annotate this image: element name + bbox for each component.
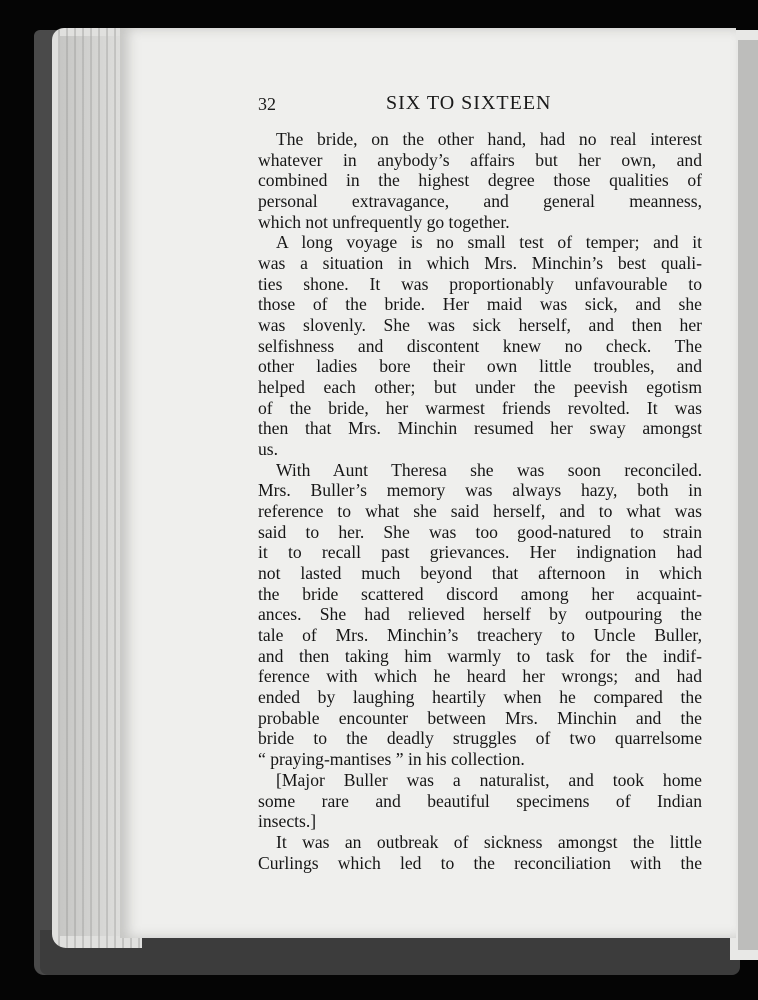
page-number: 32 (258, 94, 276, 114)
text-line: was a situation in which Mrs. Minchin’s best quali- (258, 253, 702, 274)
page-body-text (258, 129, 702, 873)
right-page-stack-shadow (738, 40, 758, 950)
text-line: it to recall past grievances. Her indignation had (258, 542, 702, 563)
text-line: not lasted much beyond that afternoon in which (258, 563, 702, 584)
text-line: probable encounter between Mrs. Minchin and the (258, 707, 702, 728)
text-line: and then taking him warmly to task for the indif- (258, 645, 702, 666)
text-line: the bride scattered discord among her acquaint- (258, 583, 702, 604)
text-line: whatever in anybody’s affairs but her own, and (258, 149, 702, 170)
text-line: bride to the deadly struggles of two quarrelsome (258, 728, 702, 749)
text-line: us. (258, 439, 279, 460)
text-line: personal extravagance, and general meanness, (258, 191, 702, 212)
text-line: Curlings which led to the reconciliation with the (258, 852, 702, 873)
text-line: those of the bride. Her maid was sick, and she (258, 294, 702, 315)
text-line: Mrs. Buller’s memory was always hazy, both in (258, 480, 702, 501)
text-line: was slovenly. She was sick herself, and then her (258, 315, 702, 336)
text-line: insects.] (258, 811, 317, 832)
text-line: With Aunt Theresa she was soon reconciled. (276, 459, 702, 480)
text-line: ference with which he heard her wrongs; and had (258, 666, 702, 687)
text-line: ended by laughing heartily when he compared the (258, 687, 702, 708)
text-line: [Major Buller was a naturalist, and took home (276, 769, 702, 790)
text-line: combined in the highest degree those qualities of (258, 170, 702, 191)
text-line: A long voyage is no small test of temper; and it (276, 232, 702, 253)
text-line: The bride, on the other hand, had no real interest (276, 129, 702, 149)
text-line: reference to what she said herself, and to what was (258, 501, 702, 522)
text-line: helped each other; but under the peevish egotism (258, 377, 702, 398)
running-head: SIX TO SIXTEEN (386, 92, 552, 114)
text-line: “ praying-mantises ” in his collection. (258, 749, 525, 770)
text-line: ances. She had relieved herself by outpouring the (258, 604, 702, 625)
page-header (258, 92, 702, 118)
text-line: selfishness and discontent knew no check. The (258, 335, 702, 356)
text-line: It was an outbreak of sickness amongst the little (276, 831, 702, 852)
text-line: tale of Mrs. Minchin’s treachery to Uncle Buller, (258, 625, 702, 646)
text-line: some rare and beautiful specimens of Indian (258, 790, 702, 811)
text-line: of the bride, her warmest friends revolted. It was (258, 397, 702, 418)
text-line: which not unfrequently go together. (258, 211, 510, 232)
text-line: ties shone. It was proportionably unfavourable to (258, 273, 702, 294)
text-line: other ladies bore their own little troubles, and (258, 356, 702, 377)
text-line: then that Mrs. Minchin resumed her sway amongst (258, 418, 702, 439)
text-line: said to her. She was too good-natured to strain (258, 521, 702, 542)
